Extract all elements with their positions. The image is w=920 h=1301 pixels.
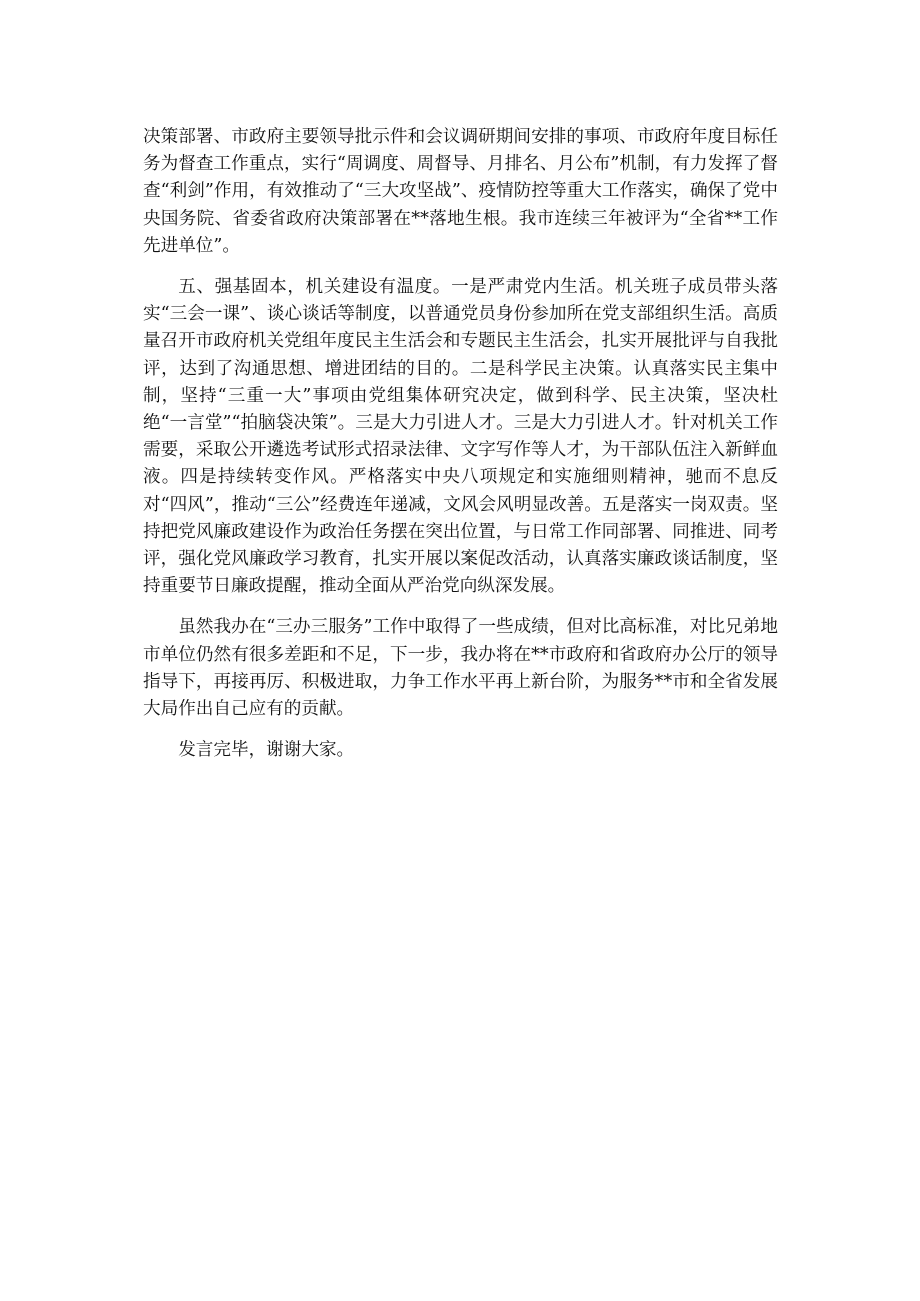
- paragraph-agency-building: 五、强基固本，机关建设有温度。一是严肃党内生活。机关班子成员带头落实“三会一课”、谈心谈话等制度，以普通党员身份参加所在党支部组织生活。高质量召开市政府机关党组年度民主生活会和专题民主生活会，扎实开展批评与自我批评，达到了沟通思想、增进团结的目的。二是科学民主决策。认真落实民主集中制，坚持“三重一大”事项由党组集体研究决定，做到科学、民主决策，坚决杜绝“一言堂”“拍脑袋决策”。三是大力引进人才。三是大力引进人才。针对机关工作需要，采取公开遴选考试形式招录法律、文字写作等人才，为干部队伍注入新鲜血液。四是持续转变作风。严格落实中央八项规定和实施细则精神，驰而不息反对“四风”，推动“三公”经费连年递减，文风会风明显改善。五是落实一岗双责。坚持把党风廉政建设作为政治任务摆在突出位置，与日常工作同部署、同推进、同考评，强化党风廉政学习教育，扎实开展以案促改活动，认真落实廉政谈话制度，坚持重要节日廉政提醒，推动全面从严治党向纵深发展。: [143, 277, 778, 597]
- paragraph-closing: 发言完毕，谢谢大家。: [178, 740, 355, 761]
- document-body: [143, 124, 778, 778]
- paragraph-next-steps: 虽然我办在“三办三服务”工作中取得了一些成绩，但对比高标准，对比兄弟地市单位仍然有很多差距和不足，下一步，我办将在**市政府和省政府办公厅的领导指导下，再接再厉、积极进取，力争工作水平再上新台阶，为服务**市和全省发展大局作出自己应有的贡献。: [143, 617, 778, 720]
- paragraph-supervision: 决策部署、市政府主要领导批示件和会议调研期间安排的事项、市政府年度目标任务为督查工作重点，实行“周调度、周督导、月排名、月公布”机制，有力发挥了督查“利剑”作用，有效推动了“三大攻坚战”、疫情防控等重大工作落实，确保了党中央国务院、省委省政府决策部署在**落地生根。我市连续三年被评为“全省**工作先进单位”。: [143, 127, 778, 256]
